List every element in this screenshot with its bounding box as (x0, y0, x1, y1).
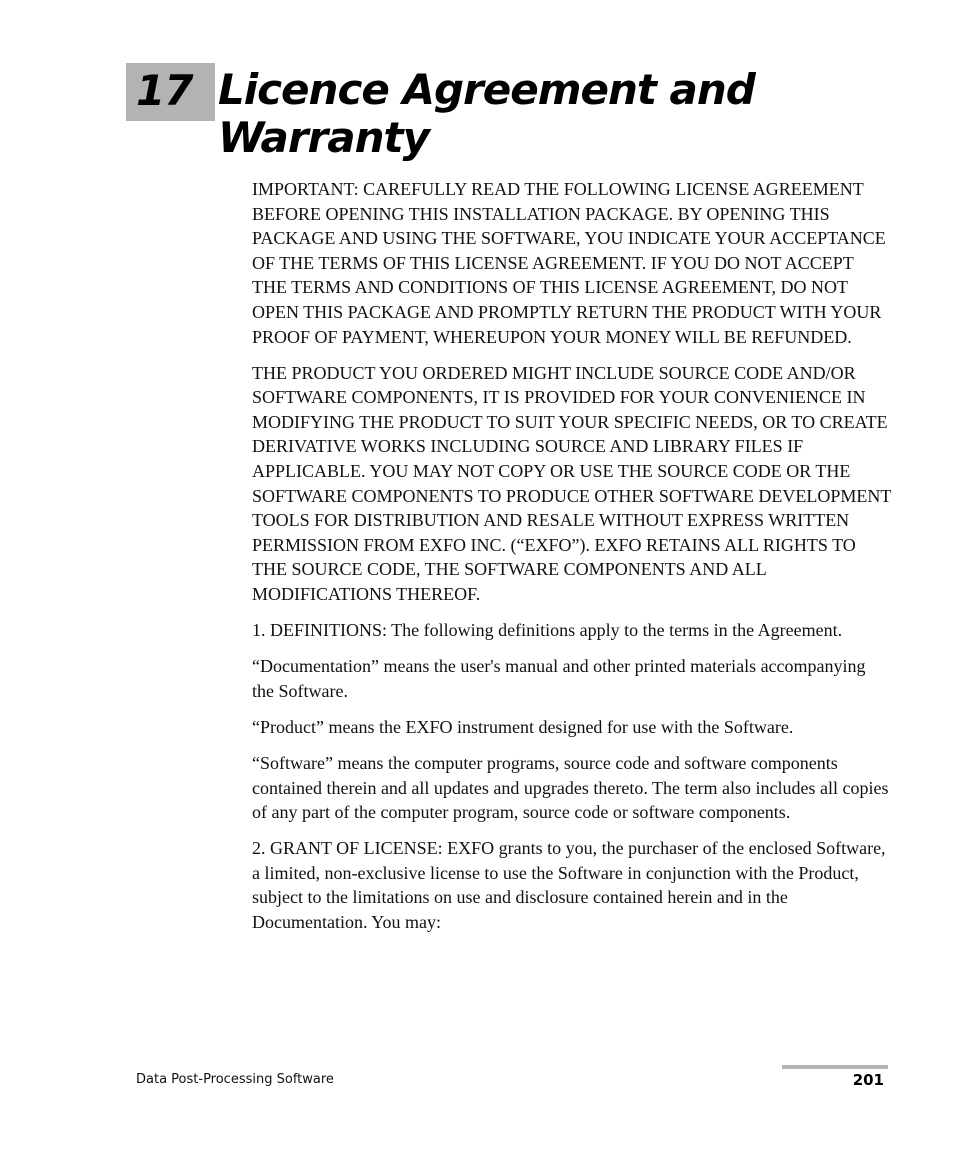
footer-document-title: Data Post-Processing Software (136, 1072, 334, 1087)
paragraph-product-definition: “Product” means the EXFO instrument designed for use with the Software. (252, 716, 794, 737)
license-body (252, 177, 892, 946)
paragraph-important-notice: IMPORTANT: CAREFULLY READ THE FOLLOWING LICENSE AGREEMENT BEFORE OPENING THIS INSTALLATION PACKAGE. BY OPENING THIS PACKAGE AND USING THE SOFTWARE, YOU INDICATE YOUR ACCEPTANCE OF THE TERMS OF THIS LICENSE AGREEMENT. IF YOU DO NOT ACCEPT THE TERMS AND CONDITIONS OF THIS LICENSE AGREEMENT, DO NOT OPEN THIS PACKAGE AND PROMPTLY RETURN THE PRODUCT WITH YOUR PROOF OF PAYMENT, WHEREUPON YOUR MONEY WILL BE REFUNDED. (252, 179, 886, 347)
chapter-number: 17 (136, 66, 193, 115)
paragraph-documentation-definition: “Documentation” means the user's manual and other printed materials accompanying the Software. (252, 656, 866, 701)
footer-rule (782, 1065, 888, 1069)
paragraph-definitions: 1. DEFINITIONS: The following definitions apply to the terms in the Agreement. (252, 620, 843, 641)
paragraph-source-code-notice: THE PRODUCT YOU ORDERED MIGHT INCLUDE SOURCE CODE AND/OR SOFTWARE COMPONENTS, IT IS PROVIDED FOR YOUR CONVENIENCE IN MODIFYING THE PRODUCT TO SUIT YOUR SPECIFIC NEEDS, OR TO CREATE DERIVATIVE WORKS INCLUDING SOURCE AND LIBRARY FILES IF APPLICABLE. YOU MAY NOT COPY OR USE THE SOURCE CODE OR THE SOFTWARE COMPONENTS TO PRODUCE OTHER SOFTWARE DEVELOPMENT TOOLS FOR DISTRIBUTION AND RESALE WITHOUT EXPRESS WRITTEN PERMISSION FROM EXFO INC. (“EXFO”). EXFO RETAINS ALL RIGHTS TO THE SOURCE CODE, THE SOFTWARE COMPONENTS AND ALL MODIFICATIONS THEREOF. (252, 362, 892, 604)
chapter-title: Licence Agreement and Warranty (218, 65, 755, 162)
paragraph-software-definition: “Software” means the computer programs, source code and software components contained therein and all updates and upgrades thereto. The term also includes all copies of any part of the computer program, source code or software components. (252, 752, 889, 823)
paragraph-grant-of-license: 2. GRANT OF LICENSE: EXFO grants to you, the purchaser of the enclosed Software, a limited, non-exclusive license to use the Software in conjunction with the Product, subject to the limitations on use and disclosure contained herein and in the Documentation. You may: (252, 838, 886, 933)
page-number: 201 (852, 1071, 884, 1089)
